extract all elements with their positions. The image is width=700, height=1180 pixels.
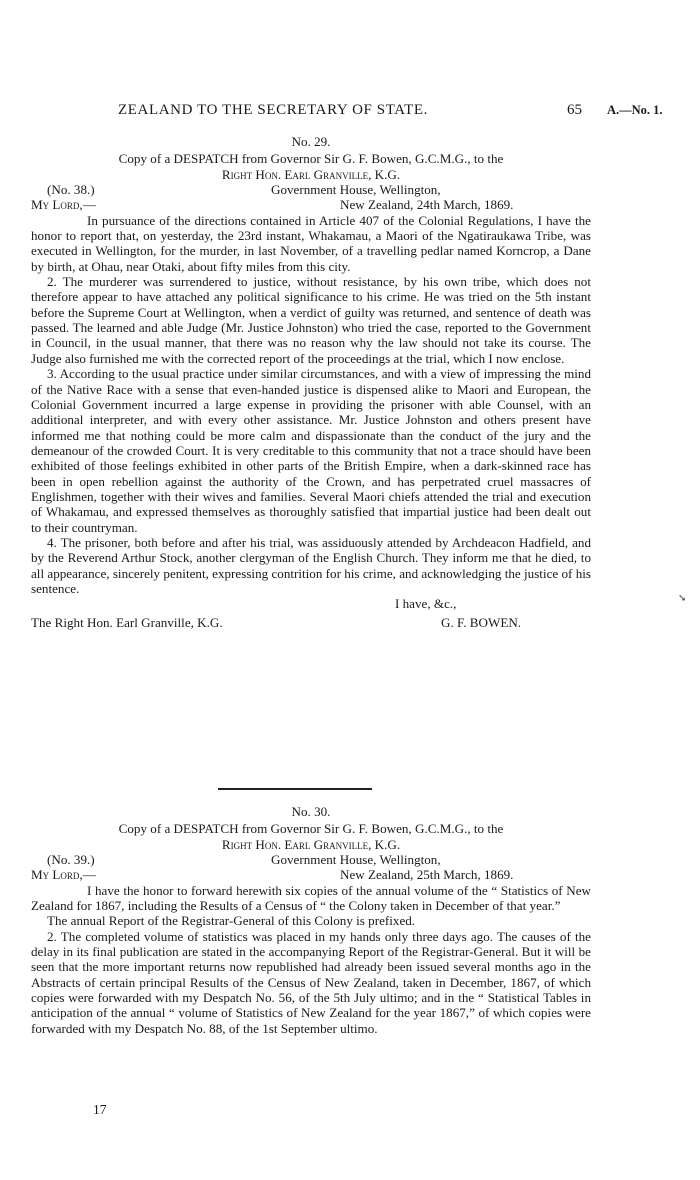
despatch-title-line2: Right Hon. Earl Granville, K.G. [221,836,401,852]
page-header [0,102,700,124]
despatch-title-line1: Copy of a DESPATCH from Governor Sir G. F. Bowen, G.C.M.G., to the [118,821,504,837]
paragraph-1: In pursuance of the directions contained in Article 407 of the Colonial Regulations, I have the honor to report that, on yesterday, the 23rd instant, Whakamau, a Maori of the Ngatiraukawa Tribe, was executed in Wellington, for the murder, in last November, of a travelling pedlar named Korncrop, a Dane by birth, at Ohau, near Otaki, about fifty miles from this city. [31,212,591,274]
salutation: My Lord,— [31,197,96,213]
paragraph-1: I have the honor to forward herewith six copies of the annual volume of the “ Statistics of New Zealand for 1867, including the Results of a Census of “ the Colony taken in December of that year.” [31,882,591,914]
despatch-30 [31,804,591,1036]
despatch-reference: (No. 38.) [47,182,95,198]
signature: G. F. BOWEN. [441,614,522,630]
paragraph-3: 2. The completed volume of statistics was placed in my hands only three days ago. The causes of the delay in its final publication are stated in the accompanying Report of the Registrar-General. But it will be seen that the more important returns now republished had already been issued several months ago in the Abstracts of certain principal Results of the Census of New Zealand, taken in December, 1867, of which copies were forwarded with my Despatch No. 56, of the 5th July ultimo; and in the “ Statistical Tables in anticipation of the annual “ volume of Statistics of New Zealand for the year 1867,” of which copies were forwarded with my Despatch No. 88, of the 1st September ultimo. [31,928,591,1036]
folio-number: 17 [93,1102,107,1117]
salutation: My Lord,— [31,867,96,883]
page-number: 65 [567,102,582,118]
series-reference: A.—No. 1. [607,103,663,117]
reference-row [31,182,591,197]
salutation-row [31,867,591,882]
running-title: ZEALAND TO THE SECRETARY OF STATE. [118,102,428,118]
despatch-number: No. 30. [291,804,331,819]
despatch-29 [31,134,591,630]
salutation-row [31,197,591,212]
paragraph-4: 4. The prisoner, both before and after his trial, was assiduously attended by Archdeacon Hadfield, and by the Reverend Arthur Stock, another clergyman of the English Church. They inform me that he died, to all appearance, sincerely penitent, expressing contrition for his crime, and acknowledging the justice of his sentence. [31,534,591,596]
margin-mark-icon: ➘ [678,593,687,604]
section-divider [218,788,372,790]
despatch-reference: (No. 39.) [47,852,95,868]
addressee: The Right Hon. Earl Granville, K.G. [31,614,223,630]
place-line1: Government House, Wellington, [271,852,441,868]
place-line1: Government House, Wellington, [271,182,441,198]
paragraph-2: The annual Report of the Registrar-General of this Colony is prefixed. [47,913,416,929]
despatch-title-line1: Copy of a DESPATCH from Governor Sir G. F. Bowen, G.C.M.G., to the [118,151,504,167]
despatch-title-line2: Right Hon. Earl Granville, K.G. [221,166,401,182]
closing-row [31,596,591,611]
closing: I have, &c., [395,596,457,612]
reference-row [31,852,591,867]
place-line2: New Zealand, 25th March, 1869. [340,867,514,883]
paragraph-2: 2. The murderer was surrendered to justice, without resistance, by his own tribe, which does not therefore appear to have attached any political significance to his crime. He was tried on the 5th instant before the Supreme Court at Wellington, when a verdict of guilty was returned, and sentence of death was passed. The learned and able Judge (Mr. Justice Johnston) who tried the case, reported to the Government in Council, in the usual manner, that there was no reason why the law should not take its course. The Judge also furnished me with the corrected report of the proceedings at the trial, which I now enclose. [31,274,591,366]
despatch-number: No. 29. [291,134,331,149]
signature-row [31,615,591,630]
paragraph-3: 3. According to the usual practice under similar circumstances, and with a view of impressing the mind of the Native Race with a sense that even-handed justice is dispensed alike to Maori and European, the Colonial Government incurred a large expense in providing the prisoner with able Counsel, with an additional interpreter, and with every other assistance. Mr. Justice Johnston and others present have informed me that nothing could be more calm and dispassionate than the conduct of the jury and the demeanour of the crowded Court. It is very creditable to this community that not a trace should have been exhibited of those feelings exhibited in other parts of the British Empire, when a dark-skinned race has been in open rebellion against the authority of the Crown, and has perpetrated cruel massacres of Englishmen, together with their wives and families. Several Maori chiefs attended the trial and execution of Whakamau, and expressed themselves as thoroughly satisfied that impartial justice had been dealt out to their countryman. [31,366,591,535]
place-line2: New Zealand, 24th March, 1869. [340,197,514,213]
